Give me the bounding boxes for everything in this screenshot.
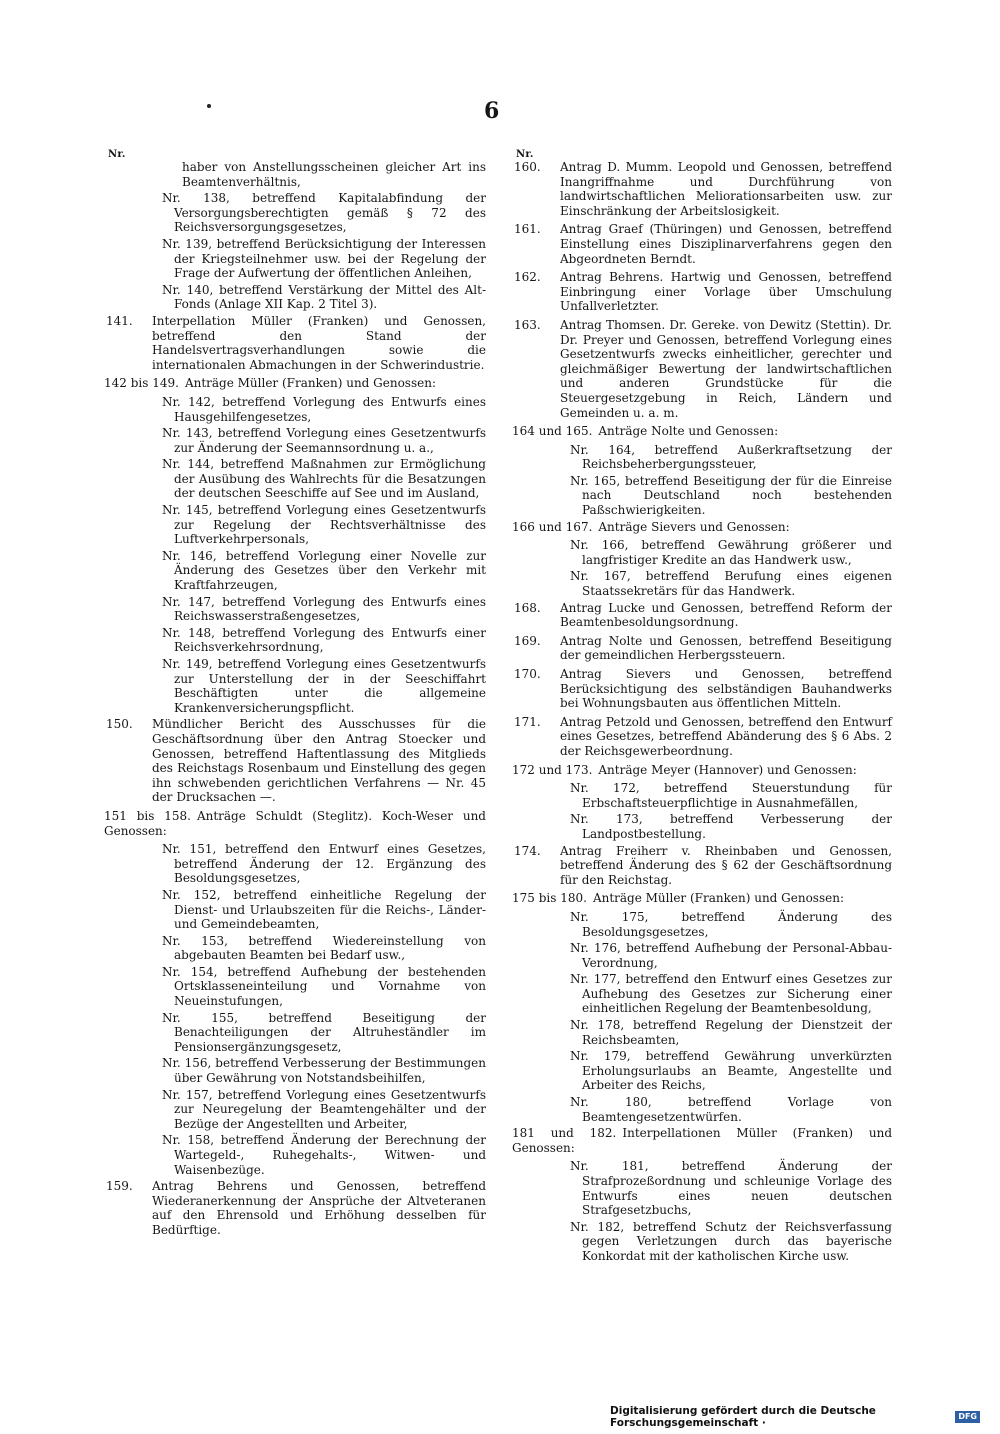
agenda-entry — [512, 424, 892, 439]
entry-number: 151 bis 158. — [104, 808, 191, 823]
entry-text: Interpellation Müller (Franken) und Genossen, betreffend den Stand der Handelsvertragsverhandlungen sowie die internationalen Abmachungen in der Schwerindustrie. — [152, 313, 486, 372]
entry-number: 162. — [514, 270, 541, 285]
sub-item: Nr. 167, betreffend Berufung eines eigenen Staatssekretärs für das Handwerk. — [570, 569, 892, 599]
entry-number: 163. — [514, 317, 541, 332]
nr-header-left: Nr. — [108, 149, 126, 160]
agenda-entry — [512, 634, 892, 663]
sub-item: Nr. 158, betreffend Änderung der Berechnung der Wartegeld-, Ruhegehalts-, Witwen- und Waisenbezüge. — [162, 1133, 486, 1177]
sub-item: Nr. 145, betreffend Vorlegung eines Gesetzentwurfs zur Regelung der Rechtsverhältnisse des Luftverkehrpersonals, — [162, 503, 486, 547]
sub-item: Nr. 138, betreffend Kapitalabfindung der Versorgungsberechtigten gemäß § 72 des Reichsversorgungsgesetzes, — [162, 191, 486, 235]
entry-text: Antrag Behrens. Hartwig und Genossen, betreffend Einbringung einer Vorlage über Umschulung Unfallverletzter. — [560, 270, 892, 314]
entry-number: 150. — [106, 717, 133, 732]
agenda-entry — [512, 601, 892, 630]
agenda-entry — [512, 160, 892, 218]
entry-text: Anträge Müller (Franken) und Genossen: — [184, 376, 436, 391]
sub-item: Nr. 149, betreffend Vorlegung eines Gesetzentwurfs zur Unterstellung der in der Seeschiffahrt Beschäftigten unter die allgemeine Krankenversicherungspflicht. — [162, 657, 486, 715]
agenda-entry — [104, 376, 486, 391]
nr-header-right: Nr. — [516, 149, 534, 160]
sub-item: Nr. 164, betreffend Außerkraftsetzung der Reichsbeherbergungssteuer, — [570, 442, 892, 472]
agenda-entry — [512, 318, 892, 420]
entry-text: Antrag Sievers und Genossen, betreffend Berücksichtigung des selbständigen Bauhandwerks bei Wohnungsbauten aus öffentlichen Mitteln. — [560, 667, 892, 711]
footer-text: Digitalisierung gefördert durch die Deutsche Forschungsgemeinschaft · — [610, 1405, 876, 1429]
footer — [610, 1405, 980, 1429]
agenda-entry — [104, 314, 486, 372]
right-column — [512, 160, 892, 1266]
sub-item: Nr. 155, betreffend Beseitigung der Benachteiligungen der Altruheständler im Pensionsergänzungsgesetz, — [162, 1010, 486, 1054]
sub-item: Nr. 154, betreffend Aufhebung der bestehenden Ortsklasseneinteilung und Vornahme von Neueinstufungen, — [162, 964, 486, 1009]
entry-text: Antrag Behrens und Genossen, betreffend Wiederanerkennung der Ansprüche der Altveteranen auf den Ehrensold und Erhöhung desselben für Bedürftige. — [152, 1179, 486, 1237]
agenda-entry — [512, 763, 892, 778]
left-column — [104, 160, 486, 1242]
entry-text: Anträge Nolte und Genossen: — [598, 424, 779, 439]
sub-item: Nr. 144, betreffend Maßnahmen zur Ermöglichung der Ausübung des Wahlrechts für die Besatzungen der deutschen Seeschiffe auf See und im Ausland, — [162, 457, 486, 501]
agenda-entry — [512, 270, 892, 314]
entry-number: 141. — [106, 313, 133, 328]
entry-number: 174. — [514, 843, 541, 858]
sub-item: Nr. 166, betreffend Gewährung größerer und langfristiger Kredite an das Handwerk usw., — [570, 538, 892, 567]
sub-item: Nr. 146, betreffend Vorlegung einer Novelle zur Änderung des Gesetzes über den Verkehr mit Kraftfahrzeugen, — [162, 548, 486, 593]
entry-text: Interpellationen Müller (Franken) und Genossen: — [512, 1126, 893, 1155]
entry-number: 160. — [514, 160, 541, 174]
entry-text: Antrag Nolte und Genossen, betreffend Beseitigung der gemeindlichen Herbergssteuern. — [560, 633, 892, 663]
entry-text: Mündlicher Bericht des Ausschusses für die Geschäftsordnung über den Antrag Stoecker und Genossen, betreffend Haftentlassung des Mitglieds des Reichstags Rosenbaum und Einstellung des gegen ihn schwebenden gerichtlichen Verfahrens — Nr. 45 der Drucksachen —. — [152, 717, 486, 805]
entry-number: 181 und 182. — [512, 1126, 617, 1141]
agenda-entry — [104, 717, 486, 805]
sub-item: Nr. 140, betreffend Verstärkung der Mittel des Alt-Fonds (Anlage XII Kap. 2 Titel 3). — [162, 282, 486, 312]
entry-number: 170. — [514, 667, 541, 681]
agenda-entry — [512, 1126, 892, 1155]
entry-text: Anträge Schuldt (Steglitz). Koch-Weser und Genossen: — [104, 808, 486, 838]
sub-item: Nr. 181, betreffend Änderung der Strafprozeßordnung und schleunige Vorlage des Entwurfs eines neuen deutschen Strafgesetzbuchs, — [570, 1159, 892, 1218]
sub-item: Nr. 152, betreffend einheitliche Regelung der Dienst- und Urlaubszeiten für die Reichs-, Länder- und Gemeindebeamten, — [162, 887, 486, 932]
entry-number: 161. — [514, 222, 541, 237]
entry-number: 171. — [514, 714, 541, 729]
sub-item: Nr. 180, betreffend Vorlage von Beamtengesetzentwürfen. — [570, 1095, 892, 1124]
sub-item: Nr. 153, betreffend Wiedereinstellung von abgebauten Beamten bei Bedarf usw., — [162, 933, 486, 963]
sub-item: Nr. 179, betreffend Gewährung unverkürzten Erholungsurlaubs an Beamte, Angestellte und Arbeiter des Reichs, — [570, 1049, 892, 1093]
sub-item: Nr. 178, betreffend Regelung der Dienstzeit der Reichsbeamten, — [570, 1018, 892, 1047]
entry-number: 168. — [514, 600, 541, 615]
agenda-entry — [512, 715, 892, 759]
sub-item: Nr. 147, betreffend Vorlegung des Entwurfs eines Reichswasserstraßengesetzes, — [162, 594, 486, 624]
sub-item: Nr. 175, betreffend Änderung des Besoldungsgesetzes, — [570, 909, 892, 939]
entry-number: 142 bis 149. — [104, 376, 179, 391]
sub-item: Nr. 157, betreffend Vorlegung eines Gesetzentwurfs zur Neuregelung der Beamtengehälter und der Bezüge der Angestellten und Arbeiter, — [162, 1087, 486, 1131]
print-speck — [207, 104, 211, 108]
entry-number: 172 und 173. — [512, 762, 593, 777]
sub-item: Nr. 172, betreffend Steuerstundung für Erbschaftsteuerpflichtige in Ausnahmefällen, — [570, 781, 892, 810]
entry-text: Anträge Müller (Franken) und Genossen: — [592, 891, 844, 906]
sub-item: Nr. 151, betreffend den Entwurf eines Gesetzes, betreffend Änderung der 12. Ergänzung des Besoldungsgesetzes, — [162, 842, 486, 886]
entry-text: Antrag Freiherr v. Rheinbaben und Genossen, betreffend Änderung des § 62 der Geschäftsordnung für den Reichstag. — [560, 843, 892, 887]
sub-item: Nr. 165, betreffend Beseitigung der für die Einreise nach Deutschland noch bestehenden Paßschwierigkeiten. — [570, 473, 892, 518]
entry-number: 169. — [514, 633, 541, 648]
sub-item: Nr. 173, betreffend Verbesserung der Landpostbestellung. — [570, 812, 892, 841]
agenda-entry — [104, 1179, 486, 1237]
agenda-entry — [104, 809, 486, 838]
agenda-entry — [512, 222, 892, 266]
agenda-entry — [512, 891, 892, 906]
sub-item: Nr. 156, betreffend Verbesserung der Bestimmungen über Gewährung von Notstandsbeihilfen, — [162, 1056, 486, 1086]
entry-number: 159. — [106, 1179, 133, 1194]
sub-item: Nr. 177, betreffend den Entwurf eines Gesetzes zur Aufhebung des Gesetzes zur Sicherung einer einheitlichen Regelung der Beamtenbesoldung, — [570, 972, 892, 1016]
sub-item: Nr. 148, betreffend Vorlegung des Entwurfs einer Reichsverkehrsordnung, — [162, 625, 486, 655]
entry-number: 166 und 167. — [512, 519, 593, 534]
entry-text: Antrag Thomsen. Dr. Gereke. von Dewitz (Stettin). Dr. Dr. Preyer und Genossen, betreffend Vorlegung eines Gesetzentwurfs zwecks einheitlicher, gerechter und gleichmäßiger Bewertung der landwirtschaftlichen und anderen Grundstücke für die Steuergesetzgebung in Reich, Ländern und Gemeinden u. a. m. — [560, 317, 892, 420]
sub-item: Nr. 139, betreffend Berücksichtigung der Interessen der Kriegsteilnehmer usw. bei der Regelung der Frage der Aufwertung der öffentlichen Anleihen, — [162, 236, 486, 281]
entry-text: Antrag Lucke und Genossen, betreffend Reform der Beamtenbesoldungsordnung. — [560, 600, 892, 630]
dfg-logo-icon: DFG — [955, 1411, 980, 1423]
continued-text: haber von Anstellungsscheinen gleicher Art ins Beamtenverhältnis, — [182, 160, 486, 189]
entry-text: Antrag Petzold und Genossen, betreffend den Entwurf eines Gesetzes, betreffend Abänderung des § 6 Abs. 2 der Reichsgewerbeordnung. — [560, 714, 892, 758]
sub-item: Nr. 143, betreffend Vorlegung eines Gesetzentwurfs zur Änderung der Seemannsordnung u. a., — [162, 426, 486, 455]
entry-text: Antrag D. Mumm. Leopold und Genossen, betreffend Inangriffnahme und Durchführung von landwirtschaftlichen Meliorationsarbeiten usw. zur Einschränkung der Arbeitslosigkeit. — [560, 160, 892, 218]
entry-number: 164 und 165. — [512, 424, 593, 439]
entry-text: Anträge Sievers und Genossen: — [598, 519, 790, 534]
entry-text: Antrag Graef (Thüringen) und Genossen, betreffend Einstellung eines Disziplinarverfahrens gegen den Abgeordneten Berndt. — [560, 222, 892, 266]
agenda-entry — [512, 667, 892, 711]
sub-item: Nr. 182, betreffend Schutz der Reichsverfassung gegen Verletzungen durch das bayerische Konkordat mit der katholischen Kirche usw. — [570, 1219, 892, 1263]
entry-number: 175 bis 180. — [512, 891, 587, 906]
agenda-entry — [512, 844, 892, 888]
entry-text: Anträge Meyer (Hannover) und Genossen: — [598, 762, 857, 777]
sub-item: Nr. 176, betreffend Aufhebung der Personal-Abbau-Verordnung, — [570, 941, 892, 970]
agenda-entry — [512, 520, 892, 535]
page-number: 6 — [484, 98, 500, 124]
sub-item: Nr. 142, betreffend Vorlegung des Entwurfs eines Hausgehilfengesetzes, — [162, 394, 486, 424]
